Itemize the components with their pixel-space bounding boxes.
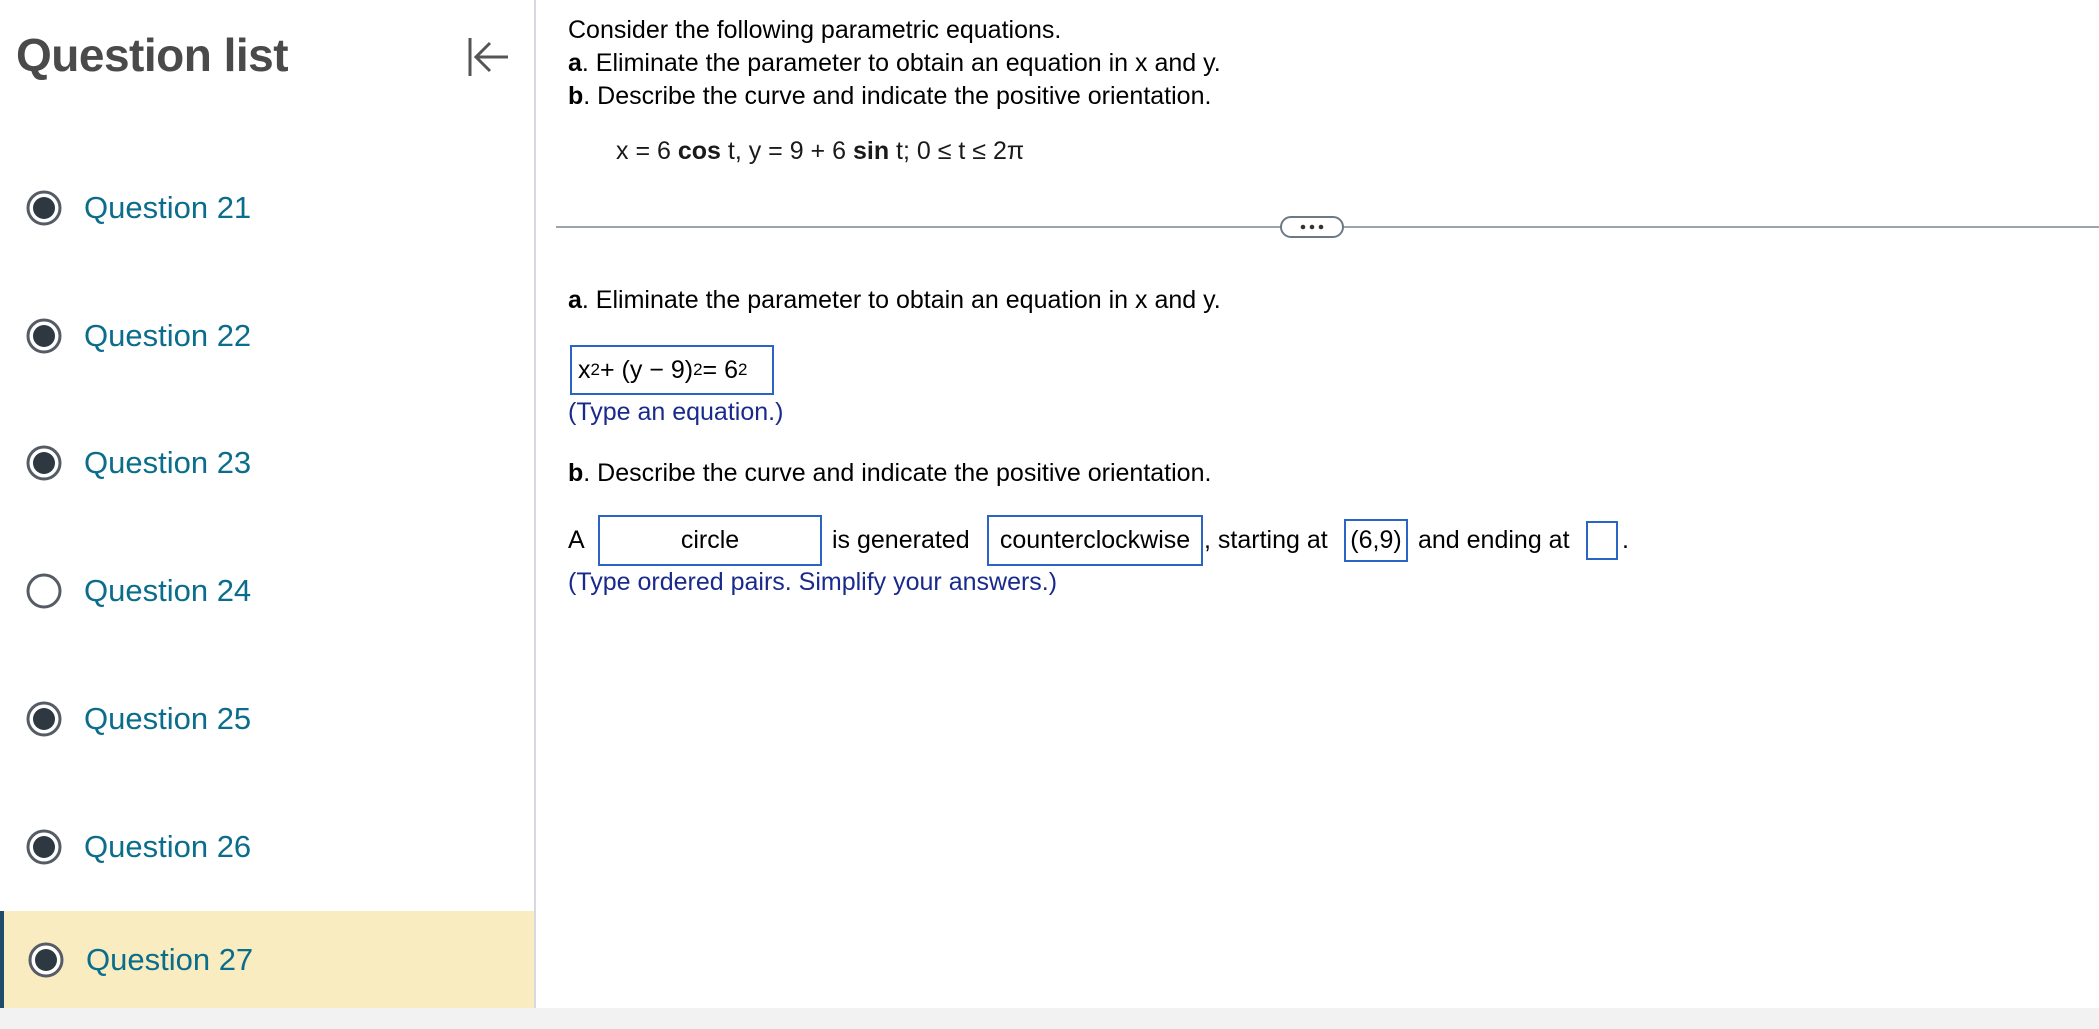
answered-radio-icon — [24, 443, 64, 483]
bottom-bar — [0, 1008, 2099, 1029]
more-dots-icon — [1297, 223, 1327, 231]
question-part-b — [568, 82, 1211, 111]
question-label: Question 25 — [84, 701, 252, 736]
eq-cos: cos — [677, 137, 721, 165]
answer-b-prompt-text: . Describe the curve and indicate the positive orientation. — [583, 459, 1212, 487]
parametric-equation — [616, 137, 1024, 166]
eq-sin: sin — [852, 137, 890, 165]
orientation-answer-input[interactable]: counterclockwise — [987, 515, 1203, 566]
answered-radio-icon — [24, 188, 64, 228]
question-label: Question 24 — [84, 573, 252, 608]
answered-radio-icon — [24, 316, 64, 356]
question-list-sidebar — [0, 0, 536, 1008]
answer-a-prompt-text: . Eliminate the parameter to obtain an equation in x and y. — [581, 286, 1221, 314]
question-item-24[interactable] — [0, 543, 534, 639]
question-item-27-current[interactable] — [0, 911, 534, 1008]
question-label: Question 21 — [84, 190, 252, 225]
question-item-23[interactable] — [0, 415, 534, 511]
eq-mid: t, y = 9 + 6 — [720, 137, 853, 165]
question-label: Question 23 — [84, 445, 252, 480]
ans-mid: + (y − 9) — [599, 355, 694, 384]
start-point-input[interactable]: (6,9) — [1344, 519, 1408, 562]
part-a-letter: a — [568, 49, 582, 77]
collapse-left-icon — [464, 34, 510, 80]
answer-a-prompt — [568, 286, 1221, 315]
part-b-text: . Describe the curve and indicate the positive orientation. — [583, 82, 1212, 110]
eq-x-part: x = 6 — [616, 137, 678, 165]
word-and-ending-at: and ending at — [1418, 526, 1570, 554]
end-point-input[interactable] — [1586, 521, 1618, 560]
word-a: A — [568, 526, 585, 554]
question-item-21[interactable] — [0, 160, 534, 256]
equation-answer-input[interactable]: x 2 + (y − 9) 2 = 6 2 — [570, 345, 774, 395]
question-item-22[interactable] — [0, 288, 534, 384]
ans-x: x — [578, 355, 591, 384]
sidebar-title: Question list — [16, 29, 289, 81]
answer-b-letter: b — [568, 459, 584, 487]
answered-radio-icon — [24, 827, 64, 867]
answer-b-hint: (Type ordered pairs. Simplify your answers.) — [568, 568, 1058, 596]
unanswered-radio-icon — [24, 571, 64, 611]
word-is-generated: is generated — [832, 526, 970, 554]
question-intro: Consider the following parametric equations. — [568, 16, 1062, 44]
sentence-period: . — [1622, 526, 1629, 554]
curve-answer-input[interactable]: circle — [598, 515, 822, 566]
answer-b-prompt — [568, 459, 1211, 488]
question-part-a — [568, 49, 1221, 78]
word-starting-at: , starting at — [1204, 526, 1328, 554]
question-item-25[interactable] — [0, 671, 534, 767]
answer-a-letter: a — [568, 286, 582, 314]
answered-radio-icon — [24, 699, 64, 739]
answered-radio-icon — [26, 940, 66, 980]
expand-more-button[interactable] — [1280, 216, 1344, 238]
eq-end: t; 0 ≤ t ≤ 2π — [889, 137, 1025, 165]
question-item-26[interactable] — [0, 799, 534, 895]
question-label: Question 27 — [86, 941, 254, 977]
answer-a-hint: (Type an equation.) — [568, 398, 784, 426]
question-main-panel — [536, 0, 2099, 1008]
ans-eq: = 6 — [702, 355, 738, 384]
question-label: Question 26 — [84, 829, 252, 864]
collapse-sidebar-button[interactable] — [462, 32, 512, 82]
question-label: Question 22 — [84, 318, 252, 353]
part-b-letter: b — [568, 82, 584, 110]
part-a-text: . Eliminate the parameter to obtain an equation in x and y. — [581, 49, 1221, 77]
